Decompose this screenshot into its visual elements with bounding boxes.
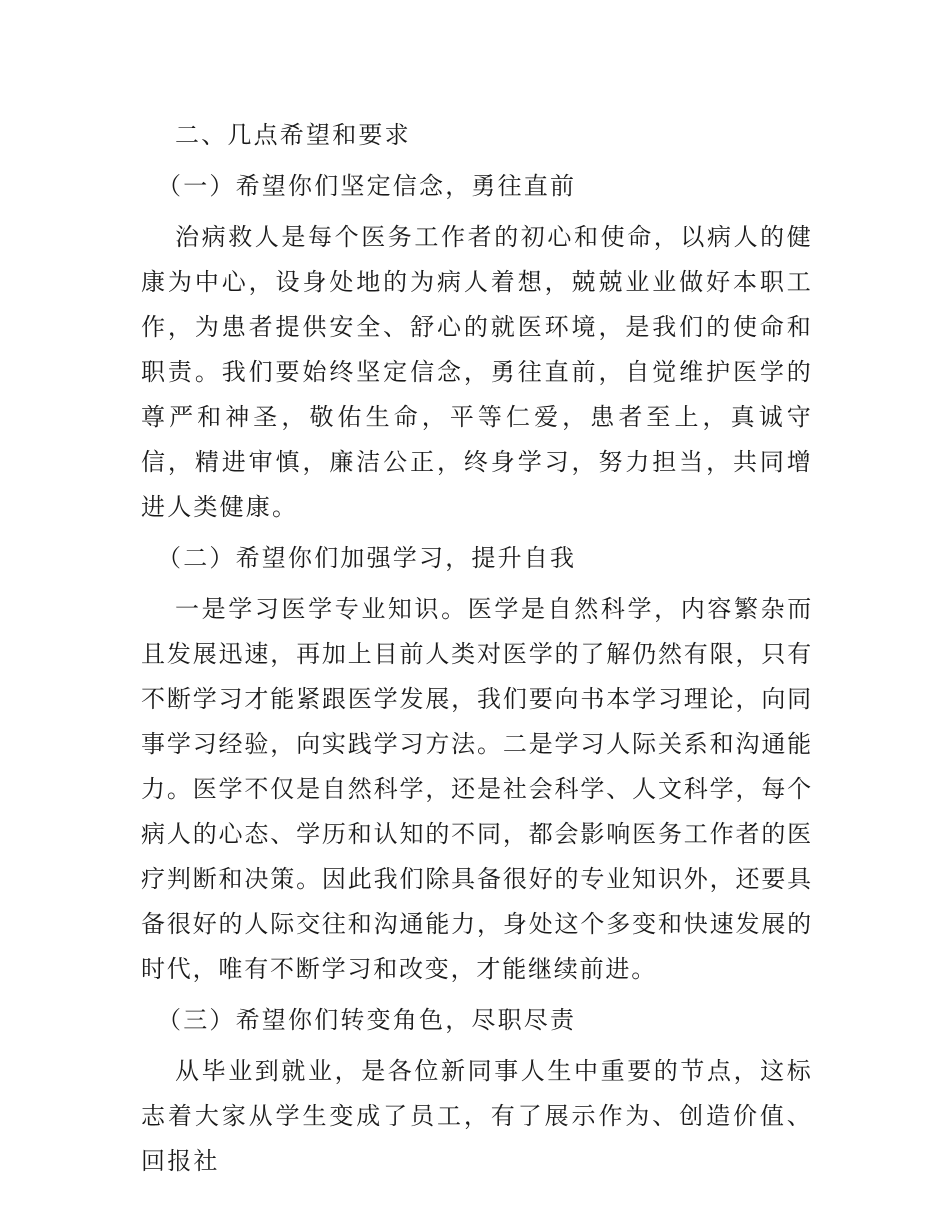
subsection-heading-3: （三）希望你们转变角色，尽职尽责 <box>157 1006 577 1034</box>
paragraph-2: 一是学习医学专业知识。医学是自然科学，内容繁杂而且发展迅速，再加上目前人类对医学的了解仍然有限，只有不断学习才能紧跟医学发展，我们要向书本学习理论，向同事学习经验，向实践学习方法。二是学习人际关系和沟通能力。医学不仅是自然科学，还是社会科学、人文科学，每个病人的心态、学历和认知的不同，都会影响医务工作者的医疗判断和决策。因此我们除具备很好的专业知识外，还要具备很好的人际交往和沟通能力，身处这个多变和快速发展的时代，唯有不断学习和改变，才能继续前进。 <box>141 595 813 983</box>
document-body <box>141 113 813 1190</box>
section-heading: 二、几点希望和要求 <box>175 121 411 149</box>
paragraph-1: 治病救人是每个医务工作者的初心和使命，以病人的健康为中心，设身处地的为病人着想，兢兢业业做好本职工作，为患者提供安全、舒心的就医环境，是我们的使命和职责。我们要始终坚定信念，勇往直前，自觉维护医学的尊严和神圣，敬佑生命，平等仁爱，患者至上，真诚守信，精进审慎，廉洁公正，终身学习，努力担当，共同增进人类健康。 <box>141 223 813 521</box>
paragraph-3: 从毕业到就业，是各位新同事人生中重要的节点，这标志着大家从学生变成了员工，有了展示作为、创造价值、回报社 <box>141 1057 813 1175</box>
subsection-heading-2: （二）希望你们加强学习，提升自我 <box>157 544 577 572</box>
subsection-heading-1: （一）希望你们坚定信念，勇往直前 <box>157 172 577 200</box>
